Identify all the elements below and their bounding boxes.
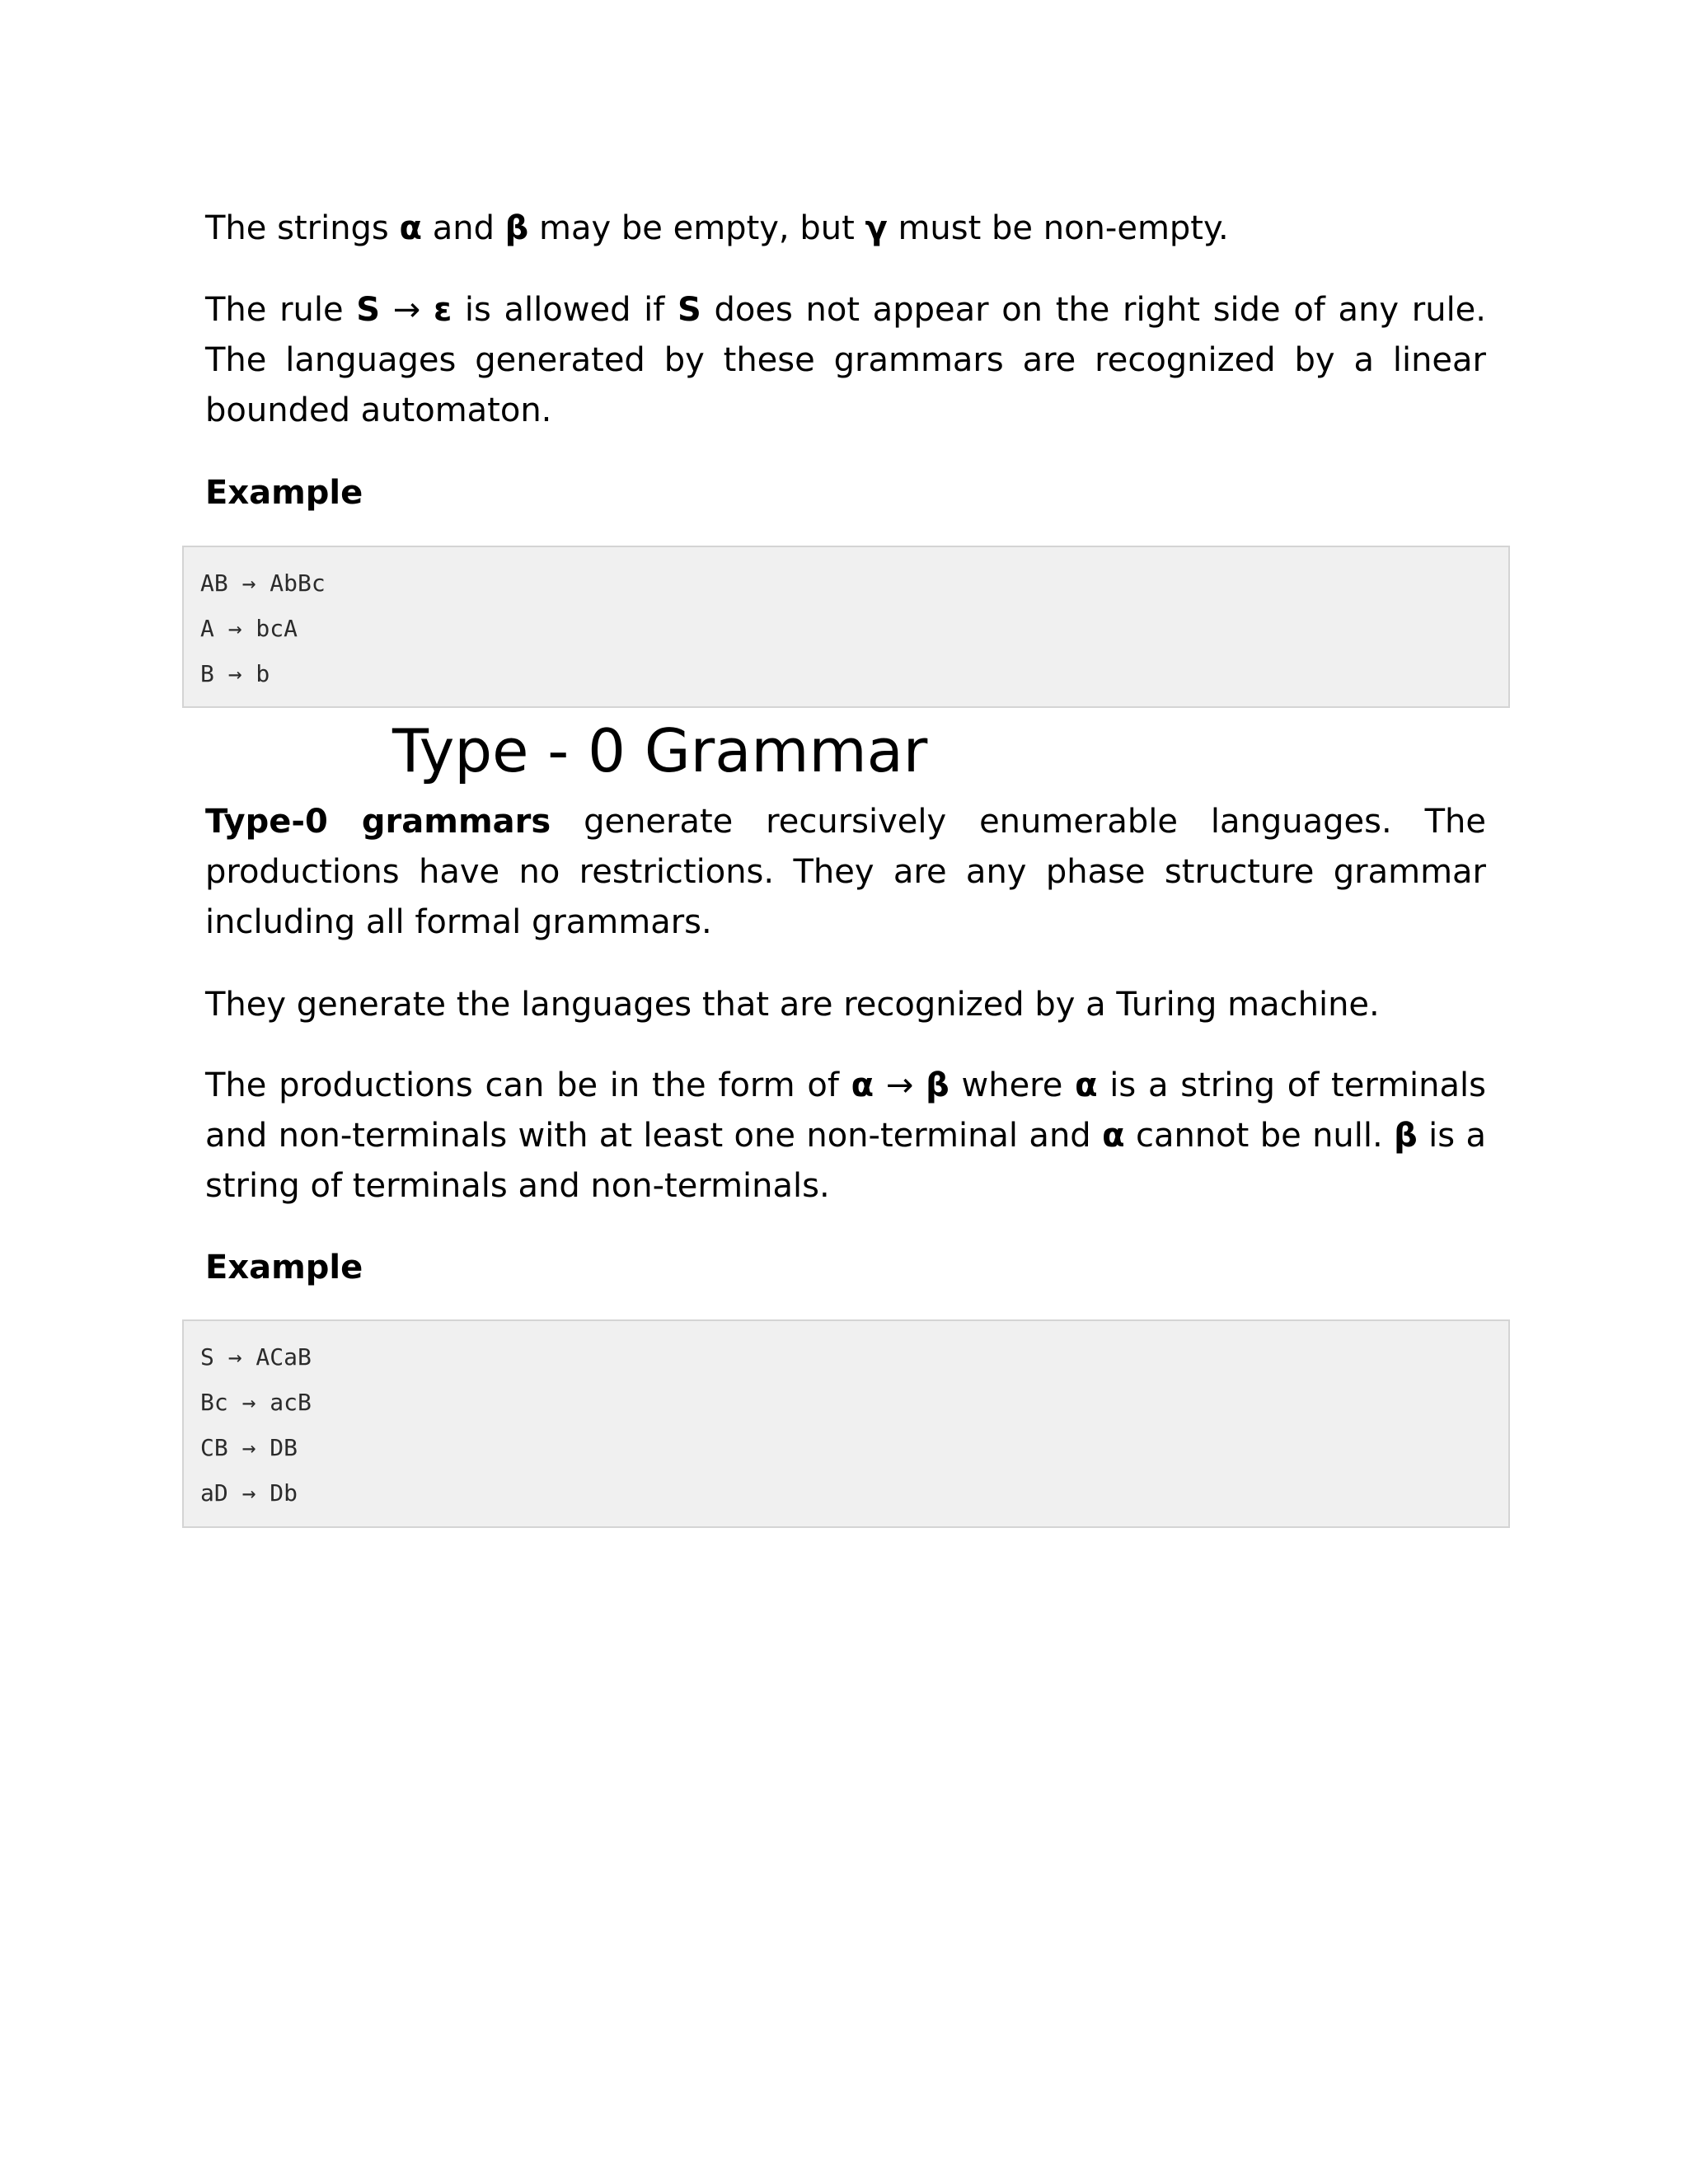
beta-symbol: β — [926, 1066, 950, 1104]
beta-symbol: β — [504, 209, 529, 247]
gamma-symbol: γ — [865, 209, 888, 247]
start-symbol: S — [356, 291, 381, 329]
example-heading: Example — [205, 474, 363, 512]
alpha-symbol: α — [399, 209, 422, 247]
code-line: S → ACaB — [200, 1343, 312, 1371]
alpha-symbol: α — [851, 1066, 874, 1104]
section-title: Type - 0 Grammar — [392, 716, 928, 785]
paragraph-turing: They generate the languages that are recognized by a Turing machine. — [205, 986, 1380, 1024]
alpha-symbol: α — [1075, 1066, 1098, 1104]
code-line: A → bcA — [200, 615, 298, 642]
code-line: AB → AbBc — [200, 569, 326, 597]
code-block-example-1 — [182, 546, 1510, 708]
paragraph-rule: The rule S → ε is allowed if S does not appear on the right side of any rule. The languages generated by these grammars are recognized by a linear bounded automaton. — [205, 291, 1487, 429]
code-line: Bc → acB — [200, 1389, 312, 1416]
epsilon-symbol: ε — [433, 291, 452, 329]
paragraph-type0: Type-0 grammars generate recursively enumerable languages. The productions have no restrictions. They are any phase structure grammar including all formal grammars. — [205, 803, 1487, 941]
example-heading: Example — [205, 1249, 363, 1286]
type0-term: Type-0 grammars — [205, 803, 551, 841]
code-block-example-2 — [182, 1319, 1510, 1528]
code-line: CB → DB — [200, 1434, 298, 1461]
alpha-symbol: α — [1102, 1117, 1125, 1155]
beta-symbol: β — [1394, 1117, 1418, 1155]
start-symbol: S — [678, 291, 701, 329]
code-line: aD → Db — [200, 1479, 298, 1507]
paragraph-productions: The productions can be in the form of α → β where α is a string of terminals and non-terminals with at least one non-terminal and α cannot be null. β is a string of terminals and non-terminals. — [205, 1066, 1486, 1205]
paragraph-strings: The strings α and β may be empty, but γ must be non-empty. — [205, 209, 1229, 247]
code-line: B → b — [200, 660, 270, 687]
